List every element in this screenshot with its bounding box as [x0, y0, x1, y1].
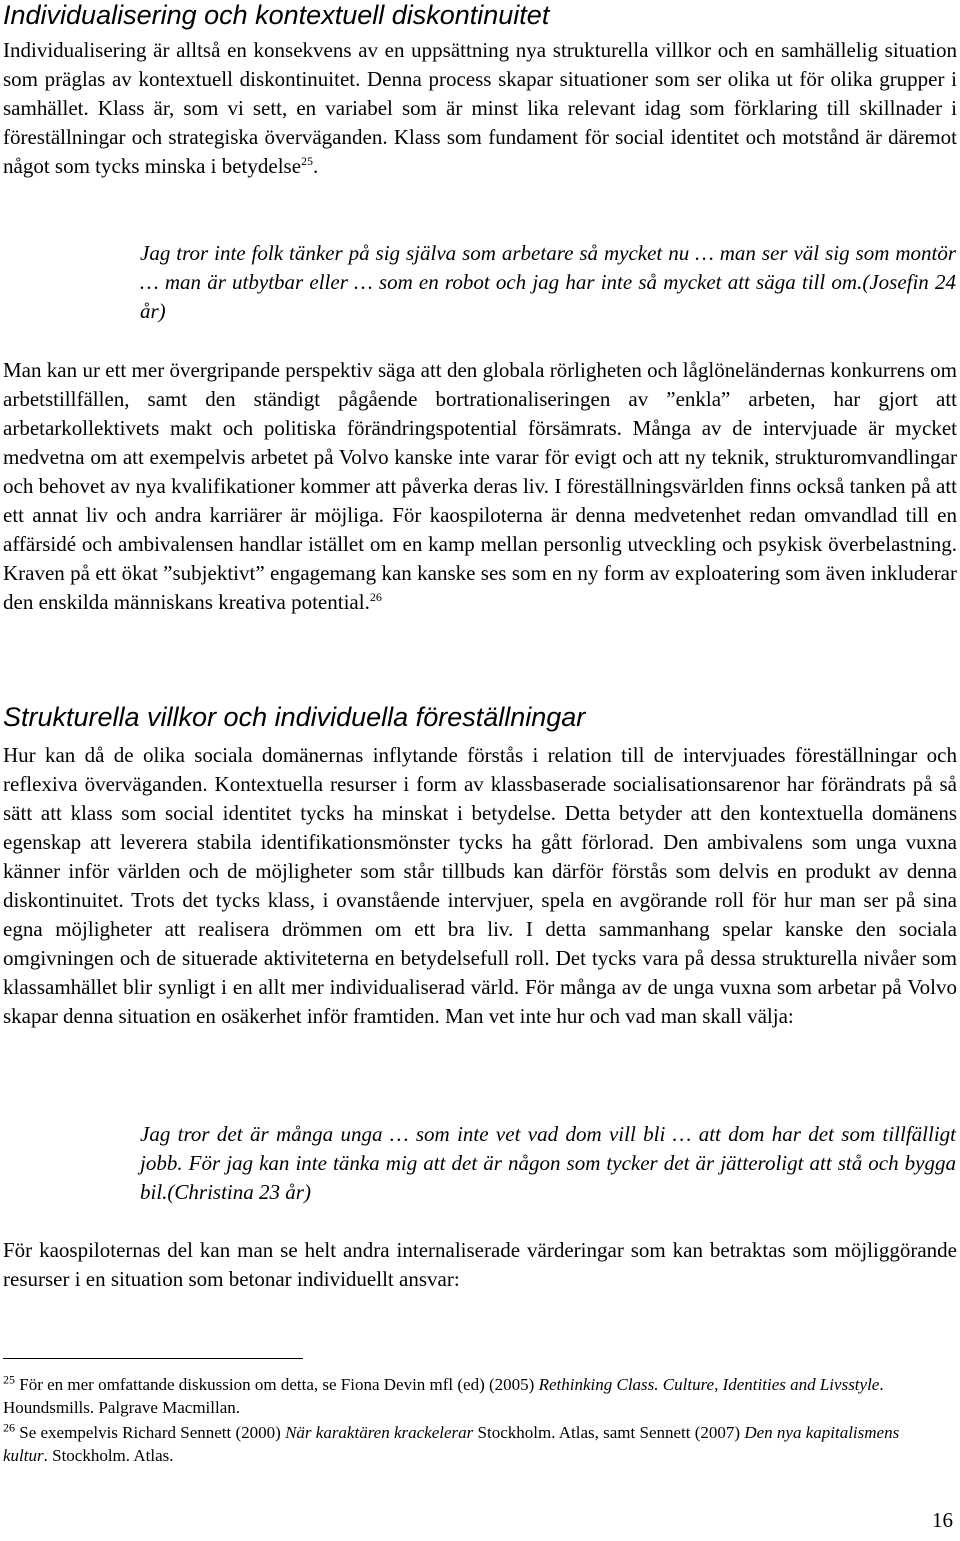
footnote-title: Den nya kapitalismens kultur — [3, 1423, 900, 1465]
footnote-separator — [3, 1358, 303, 1359]
paragraph-kaospiloter: För kaospiloternas del kan man se helt andra internaliserade värderingar som kan betraktas som möjliggörande resurser i en situation som betonar individuellt ansvar: — [3, 1238, 957, 1291]
interview-quote-josefin — [140, 239, 956, 326]
paragraph-strukturella-villkor: Hur kan då de olika sociala domänernas inflytande förstås i relation till de intervjuades föreställningar och reflexiva överväganden. Kontextuella resurser i form av klassbaserade socialisationsarenor har förändrats på så sätt att klass som social identitet tycks ha minskat i betydelse. Detta betyder att den kontextuella domänens egenskap att leverera stabila identifikationsmönster tycks ha gått förlorad. Den ambivalens som unga vuxna känner inför världen och de möjligheter som står tillbuds kan därför förstås som delvis en produkt av denna diskontinuitet. Trots det tycks klass, i ovanstående intervjuer, spela en avgörande roll för hur man ser på sina egna möjligheter att realisera drömmen om ett bra liv. I detta sammanhang spelar kanske den sociala omgivningen och de situerade aktiviteterna en betydelsefull roll. Det tycks vara på dessa strukturella nivåer som klassamhället blir synligt i en allt mer individualiserad värld. För många av de unga vuxna som arbetar på Volvo skapar denna situation en osäkerhet inför framtiden. Man vet inte hur och vad man skall välja: — [3, 743, 957, 1028]
footnote-text: . Stockholm. Atlas. — [43, 1446, 174, 1465]
footnote-25 — [3, 1373, 933, 1419]
page-number: 16 — [932, 1508, 953, 1532]
footnote-title: När karaktären krackelerar — [285, 1423, 474, 1442]
paragraph-text: Man kan ur ett mer övergripande perspektiv säga att den globala rörligheten och låglöneländernas konkurrens om arbetstillfällen, samt den ständigt pågående bortrationaliseringen av ”enkla” arbeten, har gjort att arbetarkollektivets makt och politiska förändringspotential försämrats. Många av de intervjuade är mycket medvetna om att exempelvis arbetet på Volvo kanske inte varar för evigt och att ny teknik, strukturomvandlingar och behovet av nya kvalifikationer kommer att påverka deras liv. I föreställningsvärlden finns också tanken på att ett annat liv och andra karriärer är möjliga. För kaospiloterna är denna medvetenhet redan omvandlad till en affärsidé och ambivalensen handlar istället om en kamp mellan personlig utveckling och psykisk överbelastning. Kraven på ett ökat ”subjektivt” engagemang kan kanske ses som en ny form av exploatering som även inkluderar den enskilda människans kreativa potential. — [3, 358, 957, 614]
footnote-text: Se exempelvis Richard Sennett (2000) — [19, 1423, 286, 1442]
footnote-26 — [3, 1421, 933, 1467]
paragraph-individualisering — [3, 36, 957, 181]
footnote-text: För en mer omfattande diskussion om detta, se Fiona Devin mfl (ed) (2005) — [19, 1375, 539, 1394]
quote-text: Jag tror det är många unga … som inte vet vad dom vill bli … att dom har det som tillfälligt jobb. För jag kan inte tänka mig att det är någon som tycker det är jätteroligt att stå och bygga bil. — [140, 1122, 956, 1204]
footnote-text: . Houndsmills. Palgrave Macmillan. — [3, 1375, 884, 1417]
footnote-number: 26 — [3, 1420, 15, 1435]
footnote-ref-26[interactable]: 26 — [369, 590, 382, 604]
paragraph-tail: . — [313, 154, 319, 178]
paragraph-text: Individualisering är alltså en konsekvens av en uppsättning nya strukturella villkor och en samhällelig situation som präglas av kontextuell diskontinuitet. Denna process skapar situationer som ser olika ut för olika grupper i samhället. Klass är, som vi sett, en variabel som är minst lika relevant idag som förklaring till skillnader i föreställningar och strategiska överväganden. Klass som fundament för social identitet och motstånd är däremot något som tycks minska i betydelse — [3, 38, 957, 178]
footnote-text: Stockholm. Atlas, samt Sennett (2007) — [473, 1423, 745, 1442]
section-heading-individualisering: Individualisering och kontextuell diskontinuitet — [3, 0, 550, 30]
footnote-number: 25 — [3, 1372, 15, 1387]
footnote-ref-25[interactable]: 25 — [301, 154, 314, 168]
quote-source: (Christina 23 år) — [167, 1180, 311, 1204]
interview-quote-christina — [140, 1120, 956, 1207]
quote-text: Jag tror inte folk tänker på sig själva som arbetare så mycket nu … man ser väl sig som montör … man är utbytbar eller … som en robot och jag har inte så mycket att säga till om. — [140, 241, 956, 294]
footnote-title: Rethinking Class. Culture, Identities and Livsstyle — [538, 1375, 880, 1394]
paragraph-global-rorlighet — [3, 356, 957, 617]
quote-source: (Josefin 24 år) — [140, 270, 956, 323]
section-heading-strukturella-villkor: Strukturella villkor och individuella föreställningar — [3, 702, 586, 732]
